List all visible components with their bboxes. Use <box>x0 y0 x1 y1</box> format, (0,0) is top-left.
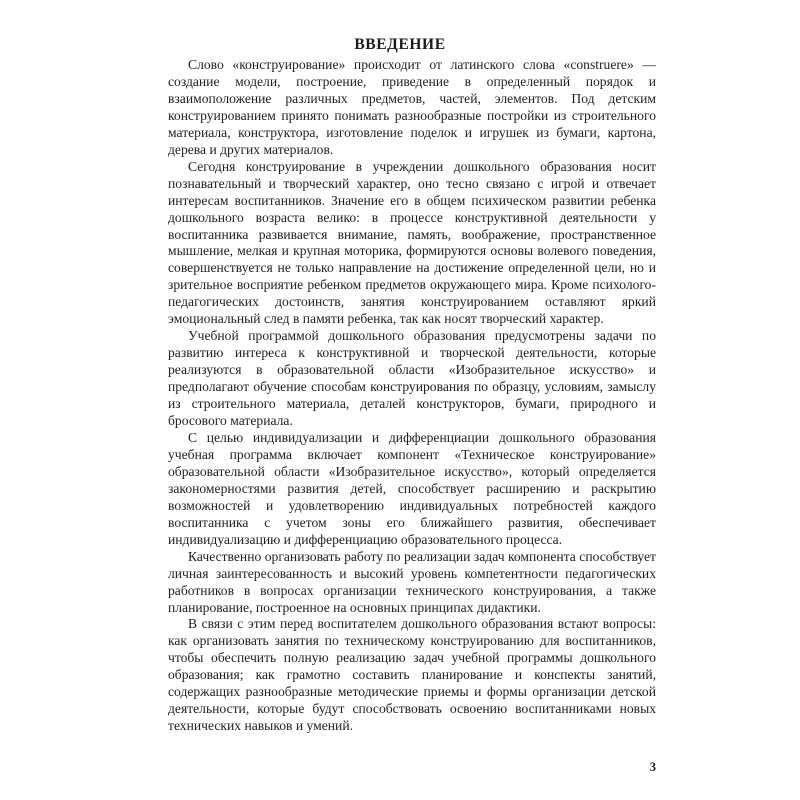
paragraph: Качественно организовать работу по реализации задач компонента способствует личная заинтересованность и высокий уровень компетентности педагогических работников в вопросах организации технического конструирования, а также планирование, построенное на основных принципах дидактики. <box>168 548 656 615</box>
body-text <box>168 57 656 735</box>
paragraph: Слово «конструирование» происходит от латинского слова «construere» — создание модели, построение, приведение в определенный порядок и взаимоположение различных предметов, частей, элементов. Под детским конструированием принято понимать разнообразные постройки из строительного материала, конструктора, изготовление поделок и игрушек из бумаги, картона, дерева и других материалов. <box>168 57 656 157</box>
paragraph: Учебной программой дошкольного образования предусмотрены задачи по развитию интереса к конструктивной и творческой деятельности, которые реализуются в образовательной области «Изобразительное искусство» и предполагают обучение способам конструирования по образцу, условиям, замыслу из строительного материала, деталей конструкторов, бумаги, природного и бросового материала. <box>168 328 656 429</box>
paragraph: В связи с этим перед воспитателем дошкольного образования встают вопросы: как организовать занятия по техническому конструированию для воспитанников, чтобы обеспечить полную реализацию задач учебной программы дошкольного образования; как грамотно составить планирование и конспекты занятий, содержащих разнообразные методические приемы и формы организации детской деятельности, которые будут способствовать освоению воспитанниками новых технических навыков и умений. <box>168 616 656 734</box>
paragraph: Сегодня конструирование в учреждении дошкольного образования носит познавательный и творческий характер, оно тесно связано с игрой и отвечает интересам воспитанников. Значение его в общем психическом развитии ребенка дошкольного возраста велико: в процессе конструктивной деятельности у воспитанника развивается внимание, память, воображение, пространственное мышление, мелкая и крупная моторика, формируются основы волевого поведения, совершенствуется не только направление на достижение определенной цели, но и зрительное восприятие ребенком предметов окружающего мира. Кроме психолого-педагогических достоинств, занятия конструированием оставляют яркий эмоциональный след в памяти ребенка, так как носят творческий характер. <box>168 158 656 327</box>
page-title: ВВЕДЕНИЕ <box>354 36 446 53</box>
page-number: 3 <box>649 760 656 774</box>
paragraph: С целью индивидуализации и дифференциации дошкольного образования учебная программа включает компонент «Техническое конструирование» образовательной области «Изобразительное искусство», который определяется закономерностями развития детей, способствует расширению и раскрытию возможностей и удовлетворению индивидуальных потребностей каждого воспитанника с учетом зоны его ближайшего развития, обеспечивает индивидуализацию и дифференциацию образовательного процесса. <box>168 429 656 547</box>
